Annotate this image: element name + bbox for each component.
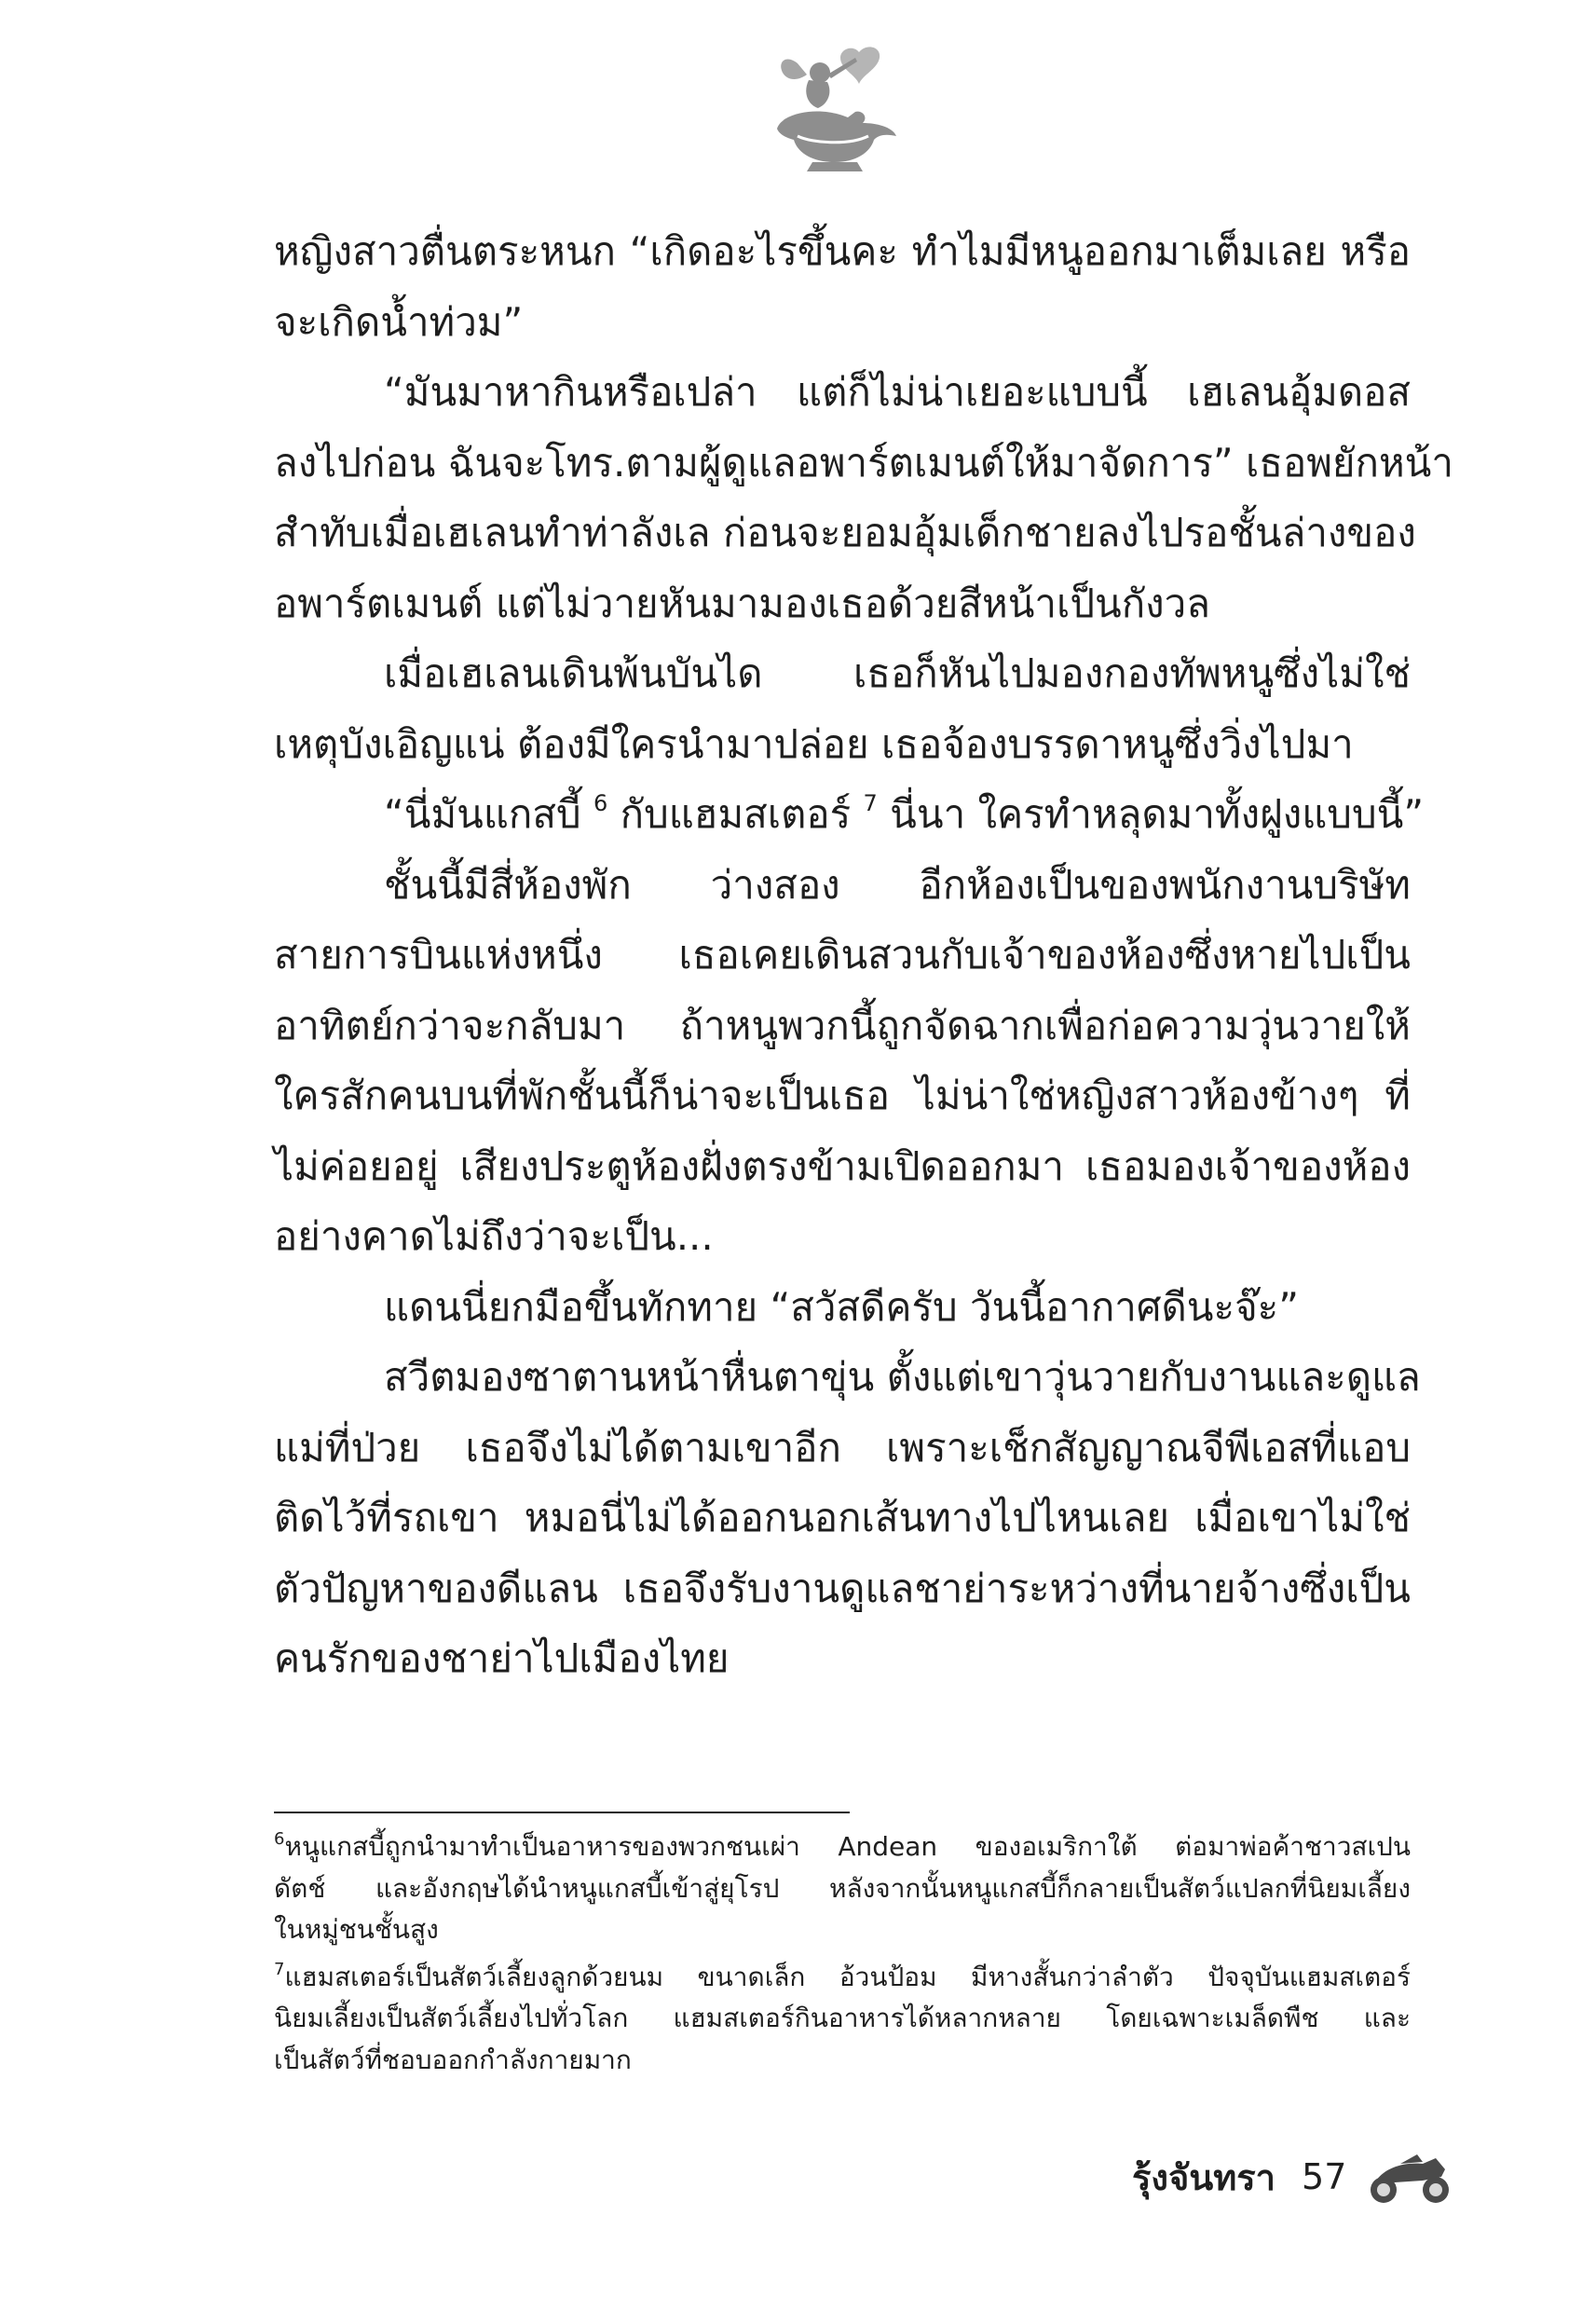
footnote-reference: 6	[593, 790, 608, 816]
footnote-line	[274, 1998, 1411, 2040]
footnote-text: ดัตช์ และอังกฤษได้นำหนูแกสบี้เข้าสู่ยุโรป หลังจากนั้นหนูแกสบี้ก็กลายเป็นสัตว์แปลกที่นิยมเลี้ยง	[274, 1872, 1411, 1904]
body-line: ตัวปัญหาของดีแลน เธอจึงรับงานดูแลชาย่าระหว่างที่นายจ้างซึ่งเป็น	[274, 1565, 1411, 1611]
footnote-line	[274, 1909, 1411, 1951]
body-line: ไม่ค่อยอยู่ เสียงประตูห้องฝั่งตรงข้ามเปิดออกมา เธอมองเจ้าของห้อง	[274, 1142, 1411, 1189]
body-line: “มันมาหากินหรือเปล่า แต่ก็ไม่น่าเยอะแบบนี้ เฮเลนอุ้มดอส	[384, 369, 1411, 415]
cupid-teapot-ornament-icon	[766, 43, 906, 175]
book-title: รุ้งจันทรา	[1132, 2156, 1276, 2198]
footnote-number: 6	[274, 1829, 285, 1849]
body-line: ลงไปก่อน ฉันจะโทร.ตามผู้ดูแลอพาร์ตเมนต์ให้มาจัดการ” เธอพยักหน้า	[274, 439, 1453, 485]
footnote-text: เป็นสัตว์ที่ชอบออกกำลังกายมาก	[274, 2044, 632, 2075]
page-number: 57	[1302, 2156, 1347, 2197]
body-line: อาทิตย์กว่าจะกลับมา ถ้าหนูพวกนี้ถูกจัดฉากเพื่อก่อความวุ่นวายให้	[274, 1002, 1411, 1048]
footnote-line	[274, 2040, 1411, 2082]
footnote-text: นิยมเลี้ยงเป็นสัตว์เลี้ยงไปทั่วโลก แฮมสเตอร์กินอาหารได้หลากหลาย โดยเฉพาะเมล็ดพืช และ	[274, 2003, 1411, 2033]
body-line: ติดไว้ที่รถเขา หมอนี่ไม่ได้ออกนอกเส้นทางไปไหนเลย เมื่อเขาไม่ใช่	[274, 1495, 1411, 1540]
body-text	[274, 216, 1453, 1694]
body-line: เหตุบังเอิญแน่ ต้องมีใครนำมาปล่อย เธอจ้องบรรดาหนูซึ่งวิ่งไปมา	[274, 720, 1354, 767]
footnotes	[274, 1826, 1411, 2081]
body-line: ชั้นนี้มีสี่ห้องพัก ว่างสอง อีกห้องเป็นของพนักงานบริษัท	[384, 861, 1411, 908]
body-line: สำทับเมื่อเฮเลนทำท่าลังเล ก่อนจะยอมอุ้มเด็กชายลงไปรอชั้นล่างของ	[274, 510, 1416, 555]
body-line: หญิงสาวตื่นตระหนก “เกิดอะไรขึ้นคะ ทำไมมีหนูออกมาเต็มเลย หรือ	[274, 228, 1411, 274]
page-footer	[1132, 2140, 1453, 2214]
body-line: แม่ที่ป่วย เธอจึงไม่ได้ตามเขาอีก เพราะเช็กสัญญาณจีพีเอสที่แอบ	[274, 1424, 1411, 1470]
motorcycle-icon	[1367, 2149, 1453, 2205]
body-line: เมื่อเฮเลนเดินพ้นบันได เธอก็หันไปมองกองทัพหนูซึ่งไม่ใช่	[384, 650, 1411, 696]
footnote-text: ในหมู่ชนชั้นสูง	[274, 1914, 439, 1945]
body-line	[274, 779, 1425, 850]
body-line-segment: “นี่มันแกสบี้	[384, 791, 594, 837]
body-line: สายการบินแห่งหนึ่ง เธอเคยเดินสวนกับเจ้าของห้องซึ่งหายไปเป็น	[274, 932, 1411, 978]
body-line: แดนนี่ยกมือขึ้นทักทาย “สวัสดีครับ วันนี้อากาศดีนะจ๊ะ”	[384, 1283, 1299, 1330]
footnote-line	[274, 1868, 1411, 1910]
footnote-divider	[274, 1812, 850, 1813]
footnote-line	[274, 1957, 1411, 1999]
body-line: คนรักของชาย่าไปเมืองไทย	[274, 1635, 730, 1681]
body-line: สวีตมองซาตานหน้าหื่นตาขุ่น ตั้งแต่เขาวุ่นวายกับงานและดูแล	[384, 1354, 1421, 1400]
footnote-text: แฮมสเตอร์เป็นสัตว์เลี้ยงลูกด้วยนม ขนาดเล็ก อ้วนป้อม มีหางสั้นกว่าลำตัว ปัจจุบันแฮมสเตอร์	[284, 1961, 1411, 1992]
footnote-reference: 7	[863, 790, 878, 816]
body-line: อพาร์ตเมนต์ แต่ไม่วายหันมามองเธอด้วยสีหน้าเป็นกังวล	[274, 580, 1211, 626]
footnote-number: 7	[274, 1959, 285, 1979]
footnote-line	[274, 1826, 1411, 1868]
body-line: ใครสักคนบนที่พักชั้นนี้ก็น่าจะเป็นเธอ ไม่น่าใช่หญิงสาวห้องข้างๆ ที่	[274, 1073, 1411, 1118]
body-line: จะเกิดน้ำท่วม”	[274, 298, 524, 345]
body-line-segment: นี่นา ใครทำหลุดมาทั้งฝูงแบบนี้”	[877, 791, 1425, 837]
body-line: อย่างคาดไม่ถึงว่าจะเป็น...	[274, 1213, 714, 1259]
footnote-text: หนูแกสบี้ถูกนำมาทำเป็นอาหารของพวกชนเผ่า Andean ของอเมริกาใต้ ต่อมาพ่อค้าชาวสเปน	[284, 1831, 1411, 1862]
body-line-segment: กับแฮมสเตอร์	[607, 791, 864, 837]
